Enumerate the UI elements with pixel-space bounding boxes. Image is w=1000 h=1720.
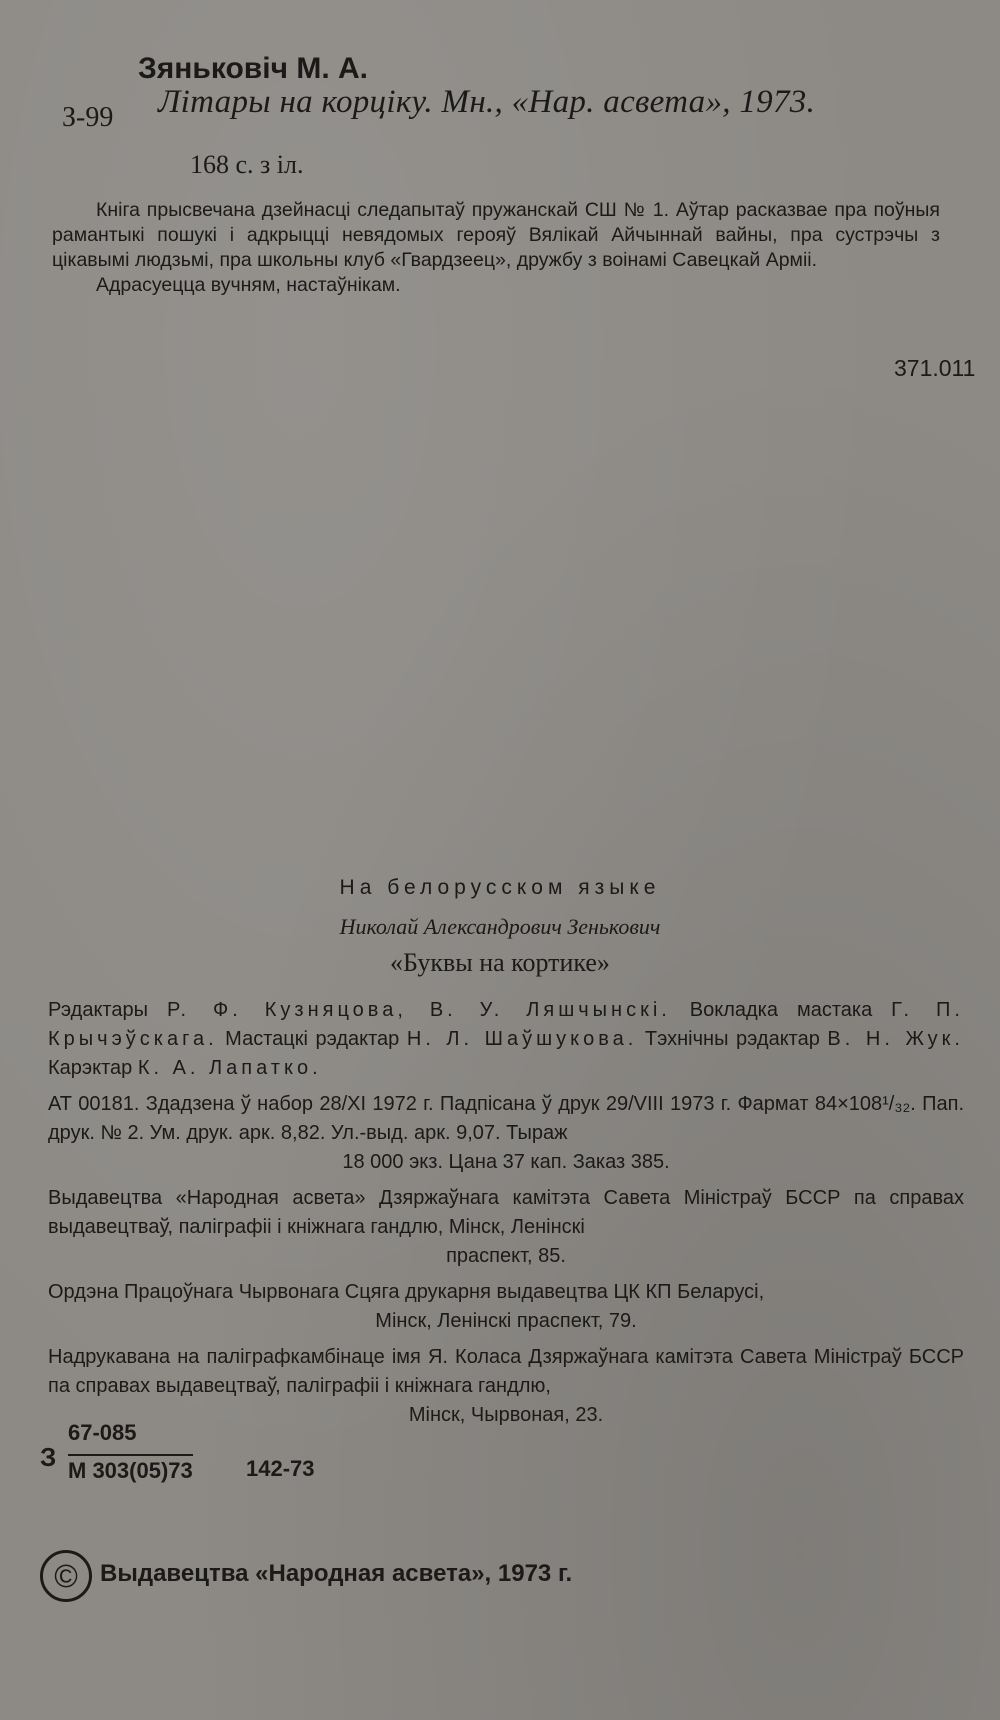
bibliographic-title: Літары на корціку. Мн., «Нар. асвета», 1973.	[158, 84, 816, 120]
code-numerator: 67-085	[68, 1420, 137, 1445]
printed-at-last: Мінск, Чырвоная, 23.	[408, 1404, 604, 1426]
proofreader-label: Карэктар	[48, 1057, 138, 1079]
code-letter: З	[40, 1442, 57, 1472]
copyright-text: Выдавецтва «Народная асвета», 1973 г.	[100, 1560, 573, 1587]
cover-label: Вокладка мастака	[670, 999, 892, 1021]
publisher-last: праспект, 85.	[446, 1245, 566, 1267]
editors-label: Рэдактары	[48, 999, 167, 1021]
tech-editor-label: Тэхнічны рэдактар	[637, 1028, 828, 1050]
printer-text: Ордэна Працоўнага Чырвонага Сцяга друкарня выдавецтва ЦК КП Беларусі,	[48, 1281, 765, 1303]
author-name: Зяньковіч М. А.	[138, 52, 368, 85]
index-code: З-99	[62, 102, 114, 133]
print-details	[48, 1090, 964, 1177]
printed-at-info	[48, 1343, 964, 1430]
code-suffix: 142-73	[246, 1456, 315, 1481]
original-author: Николай Александрович Зенькович	[339, 914, 661, 939]
art-editor-name: Н. Л. Шаўшукова.	[406, 1028, 638, 1050]
art-editor-label: Мастацкі рэдактар	[217, 1028, 407, 1050]
copyright-icon: ©	[40, 1550, 92, 1602]
language-note: На белорусском языке	[339, 876, 661, 899]
annotation-audience: Адрасуецца вучням, настаўнікам.	[96, 274, 401, 296]
editors-names: Р. Ф. Кузняцова, В. У. Ляшчынскі.	[166, 999, 671, 1021]
printer-last: Мінск, Ленінскі праспект, 79.	[375, 1310, 637, 1332]
editorial-credits	[48, 996, 964, 1083]
tech-editor-name: В. Н. Жук.	[827, 1028, 964, 1050]
udc-code: 371.011	[894, 355, 976, 381]
print-details-last: 18 000 экз. Цана 37 кап. Заказ 385.	[342, 1151, 670, 1173]
publisher-text: Выдавецтва «Народная асвета» Дзяржаўнага камітэта Савета Міністраў БССР па справах выдавецтваў, паліграфіі і кніжнага гандлю, Мінск, Ленінскі	[48, 1187, 964, 1238]
print-details-text: АТ 00181. Здадзена ў набор 28/XI 1972 г. Падпісана ў друк 29/VIII 1973 г. Фармат 84×108¹/₃₂. Пап. друк. № 2. Ум. друк. арк. 8,82. Ул.-выд. арк. 9,07. Тыраж	[48, 1093, 964, 1144]
original-title: «Буквы на кортике»	[390, 948, 610, 977]
annotation-paragraph: Кніга прысвечана дзейнасці следапытаў пружанскай СШ № 1. Аўтар расказвае пра поўныя рамантыкі пошукі і адкрыцці невядомых герояў Вялікай Айчыннай вайны, пра сустрэчы з цікавымі людзьмі, пра школьны клуб «Гвардзеец», дружбу з воінамі Савецкай Арміі.	[52, 199, 940, 271]
printed-at-text: Надрукавана на паліграфкамбінаце імя Я. Коласа Дзяржаўнага камітэта Савета Міністраў БССР па справах выдавецтваў, паліграфіі і кніжнага гандлю,	[48, 1346, 964, 1397]
annotation	[52, 198, 940, 298]
printer-info	[48, 1278, 964, 1336]
cover-artist: Г. П. Крычэўскага.	[48, 999, 964, 1050]
code-denominator: М 303(05)73	[68, 1454, 193, 1484]
imprint-block	[48, 996, 964, 1437]
publisher-info	[48, 1184, 964, 1271]
page-count: 168 с. з іл.	[190, 150, 304, 179]
proofreader-name: К. А. Лапатко.	[137, 1057, 322, 1079]
